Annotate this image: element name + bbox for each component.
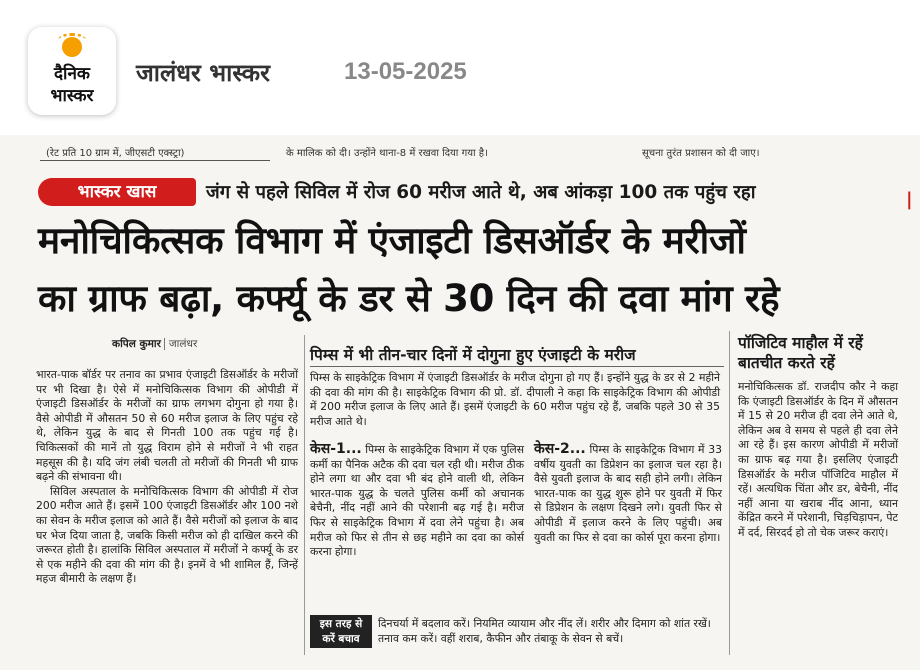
column-divider-2 (729, 331, 730, 655)
page-header (0, 0, 920, 135)
top-strip-left: (रेट प्रति 10 ग्राम में, जीएसटी एक्स्ट्रा) (46, 148, 185, 159)
top-strip-rule (40, 160, 270, 161)
tips-label-line-1: इस तरह से (319, 618, 363, 630)
byline (112, 337, 197, 351)
case-2-text: पिम्स के साइकेट्रिक विभाग में 33 वर्षीय युवती का डिप्रेशन का इलाज चल रहा है। वैसे युवती इलाज के बाद सही होने लगी। लेकिन भारत-पाक का युद्ध शुरू होने पर युवती में फिर से डिप्रेशन के लक्षण दिखने लगे। युवती फिर से ओपीडी में इलाज करने के लिए पहुंची। अब युवती का फिर से दवा का कोर्स पूरा करना होगा। (534, 443, 722, 544)
column-divider-1 (304, 335, 305, 655)
right-subhead-line-1: पॉजिटिव माहौल में रहें (738, 334, 863, 352)
top-strip-mid: के मालिक को दी। उन्होंने थाना-8 में रखवा दिया गया है। (286, 148, 488, 159)
logo-line-1: दैनिक (54, 64, 90, 84)
edition-date: 13-05-2025 (344, 58, 467, 85)
right-column-text: मनोचिकित्सक डॉ. राजदीप कौर ने कहा कि एंजाइटी डिसऑर्डर के दिन में औसतन में 15 से 20 मरीज ही दवा लेने आते थे, लेकिन अब वे समय से पहले ही दवा लेने आ रहे हैं। इस कारण ओपीडी में मरीजों का ग्राफ बढ़ गया है। इसलिए एंजाइटी डिसऑर्डर के मरीज पॉजिटिव माहौल में रहें। अत्यधिक चिंता और डर, बेचैनी, नींद नहीं आना या खराब नींद आना, ध्यान केंद्रित करने में परेशानी, चिड़चिड़ापन, पेट में दर्द, सिरदर्द हो तो चेक जरूर कराएं। (738, 380, 898, 539)
middle-subhead-rule (310, 366, 724, 367)
dainik-bhaskar-logo[interactable] (28, 27, 116, 115)
headline-line-2: का ग्राफ बढ़ा, कर्फ्यू के डर से 30 दिन की दवा मांग रहे (38, 277, 780, 320)
case-2-label: केस-2... (534, 441, 586, 457)
case-1-label: केस-1... (310, 441, 362, 457)
headline-line-1: मनोचिकित्सक विभाग में एंजाइटी डिसऑर्डर के मरीजों (38, 219, 746, 262)
article-kicker: जंग से पहले सिविल में रोज 60 मरीज आते थे, अब आंकड़ा 100 तक पहुंच रहा (206, 182, 756, 203)
logo-line-2: भास्कर (50, 86, 94, 106)
prevention-tips-label (310, 615, 372, 648)
left-column-text (36, 368, 298, 587)
cropped-adjacent-column (906, 175, 920, 655)
case-1-text: पिम्स के साइकेट्रिक विभाग में एक पुलिस कर्मी का पैनिक अटैक की दवा चल रही थी। मरीज ठीक होने लगा था और दवा भी बंद होने वाली थी, लेकिन भारत-पाक युद्ध के चलते पुलिस कर्मी को अचानक बेचैनी, नींद नहीं आने की परेशानी बढ़ गई है। मरीज फिर से साइकेट्रिक विभाग में दवा लेने पहुंचा है। अब मरीज को फिर से तीन से छह महीने का दवा का कोर्स करना होगा। (310, 443, 524, 559)
sun-icon (62, 37, 82, 57)
middle-intro-text: पिम्स के साइकेट्रिक विभाग में एंजाइटी डिसऑर्डर के मरीज दोगुना हो गए हैं। इन्होंने युद्ध के डर से 2 महीने की दवा की मांग की है। साइकेट्रिक विभाग की प्रो. डॉ. दीपाली ने कहा कि साइकेट्रिक विभाग की ओपीडी में 200 मरीज इलाज के लिए आते हैं। इसमें एंजाइटी के 60 मरीज पहुंच रहे हैं, जबकि पहले 30 से 35 मरीज आते थे। (310, 371, 720, 428)
byline-name: कपिल कुमार (112, 338, 161, 350)
right-subhead-line-2: बातचीत करते रहें (738, 354, 835, 372)
edition-title: जालंधर भास्कर (136, 59, 270, 87)
middle-subhead: पिम्स में भी तीन-चार दिनों में दोगुना हुए एंजाइटी के मरीज (310, 346, 636, 364)
newspaper-page (0, 135, 920, 670)
right-subhead (738, 333, 863, 373)
tips-label-line-2: करें बचाव (322, 633, 360, 645)
case-2-block (534, 442, 722, 545)
left-paragraph-2: सिविल अस्पताल के मनोचिकित्सक विभाग की ओपीडी में रोज 200 मरीज आते हैं। इसमें 100 एंजाइटी डिसऑर्डर और 100 नशे का सेवन के मरीज इलाज को आते हैं। वैसे मरीजों को इलाज के बाद घर भेज दिया जाता है, जबकि किसी मरीज को ही दाखिल करने की जरूरत होती है। हालांकि सिविल अस्पताल में मरीजों ने कर्फ्यू के डर से एक महीने की दवा की मांग की है। इनमें वे भी शामिल हैं, जिन्हें महज बीमारी के लक्षण हैं। (36, 484, 298, 586)
case-1-block (310, 442, 524, 560)
prevention-tips-text: दिनचर्या में बदलाव करें। नियमित व्यायाम और नींद लें। शरीर और दिमाग को शांत रखें। तनाव कम करें। वहीं शराब, कैफीन और तंबाकू के सेवन से बचें। (378, 617, 711, 645)
bhaskar-khas-badge: भास्कर खास (38, 178, 196, 206)
left-paragraph-1: भारत-पाक बॉर्डर पर तनाव का प्रभाव एंजाइटी डिसऑर्डर के मरीजों पर भी दिखा है। ऐसे में मनोचिकित्सक विभाग की ओपीडी में एंजाइटी डिसऑर्डर के मरीजों का ग्राफ लगभग दोगुना हो गया है। वैसे ओपीडी में औसतन 50 से 60 मरीज इलाज के लिए पहुंच रहे थे, लेकिन युद्ध के बाद से गिनती 100 तक पहुंच गई है। चिकित्सकों की मानें तो युद्ध विराम होने से मरीजों ने भी राहत महसूस की है। यदि जंग लंबी चलती तो मरीजों की गिनती भी ग्राफ बढ़ने की संभावना थी। (36, 368, 298, 484)
cropped-mark: | (906, 189, 913, 210)
byline-place: जालंधर (164, 338, 197, 350)
top-strip-right: सूचना तुरंत प्रशासन को दी जाए। (642, 148, 760, 159)
